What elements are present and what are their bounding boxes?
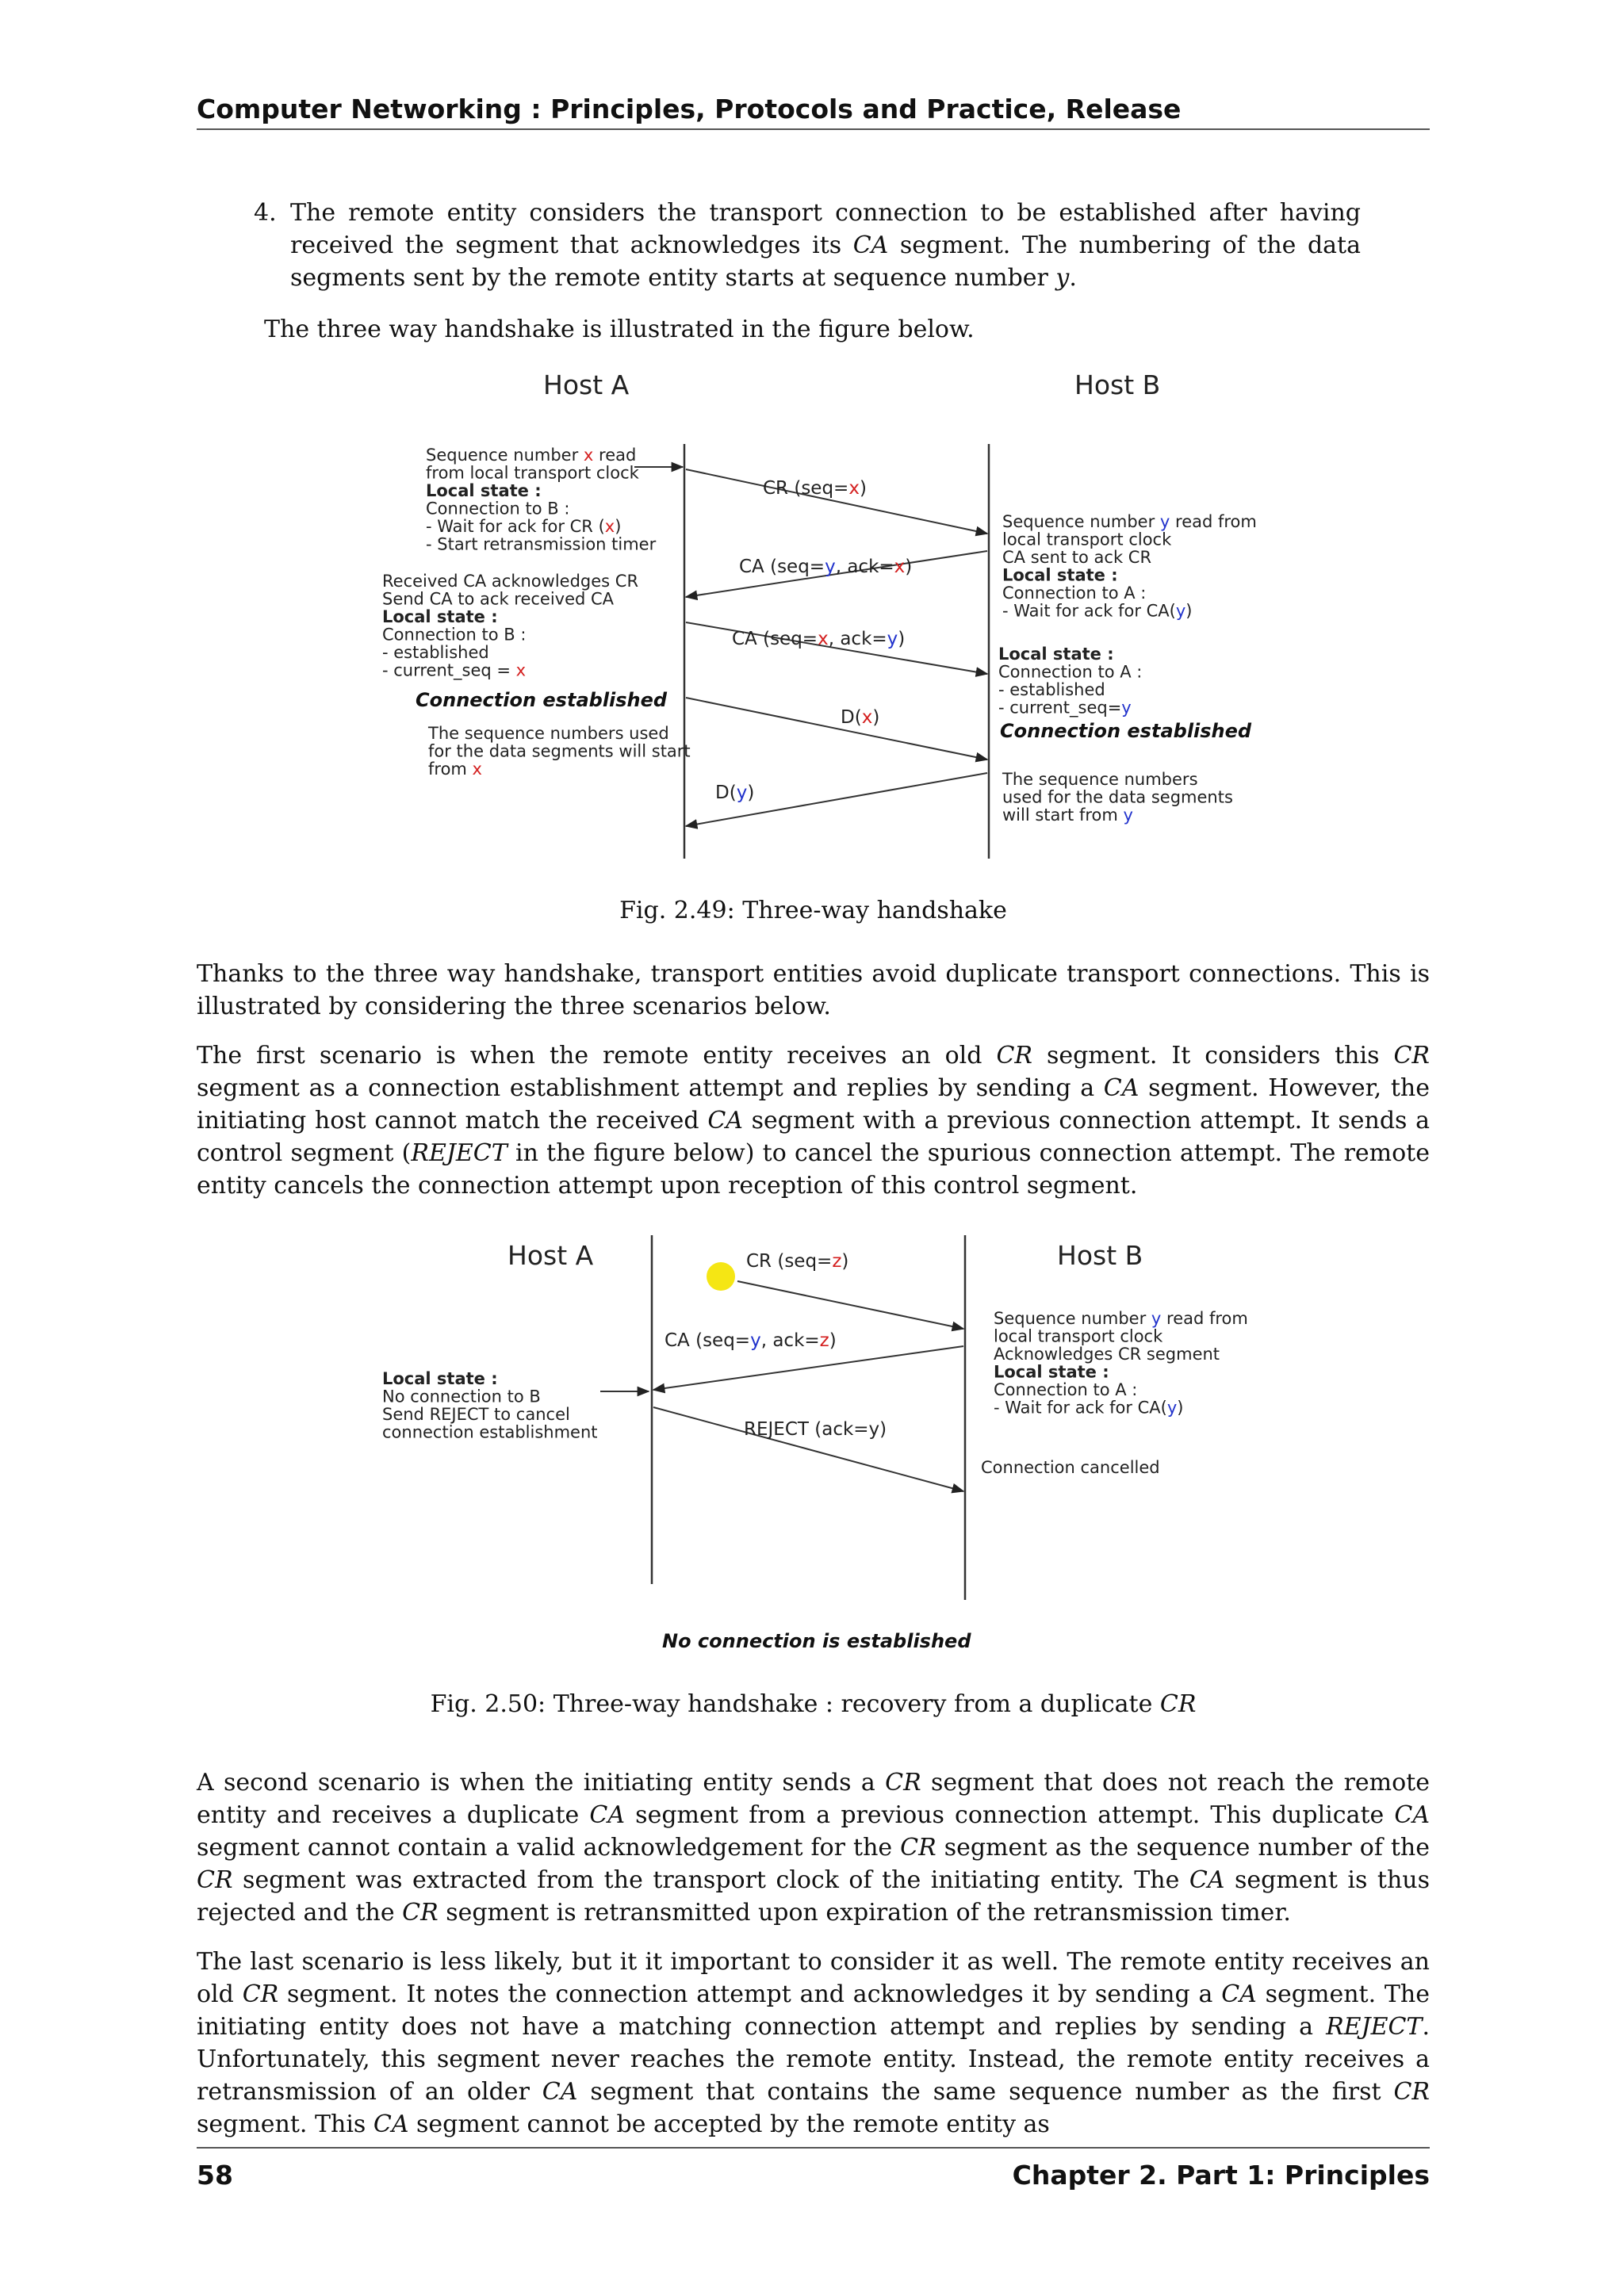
- msg-reject-label: [744, 1419, 887, 1440]
- label-run: , ack=: [835, 557, 894, 577]
- connection-cancelled: Connection cancelled: [981, 1458, 1160, 1477]
- italic-term: CR: [996, 1042, 1032, 1070]
- label-run: D(: [715, 783, 737, 803]
- note-line: Local state :: [382, 607, 498, 626]
- italic-term: CA: [373, 2110, 409, 2138]
- italic-term: REJECT: [411, 1139, 508, 1167]
- host-a-note-3: [427, 724, 691, 779]
- arrow-dx: [686, 698, 987, 760]
- note-line: - Wait for ack for CA(y): [1002, 601, 1193, 621]
- msg-ca2-label: [732, 629, 905, 649]
- note-line: Connection to B :: [382, 625, 527, 645]
- label-run: y: [887, 629, 898, 649]
- note-line: Connection to A :: [998, 662, 1143, 682]
- paragraph-1: Thanks to the three way handshake, transport entities avoid duplicate transport connections. This is illustrated by considering the three scenarios below.: [197, 960, 1430, 1020]
- italic-term: CR: [885, 1769, 921, 1797]
- label-run: z: [819, 1330, 829, 1351]
- host-b-label: Host B: [1074, 369, 1161, 400]
- label-run: y: [750, 1330, 761, 1351]
- note-line: Connection to A :: [1002, 584, 1147, 603]
- italic-term: CR: [1159, 1690, 1197, 1718]
- host-b-note: [994, 1309, 1248, 1418]
- running-footer: [197, 2147, 1430, 2191]
- host-b-note-1: [1002, 512, 1257, 621]
- italic-term: y: [1055, 264, 1070, 292]
- label-run: ): [829, 1330, 837, 1351]
- label-run: CA (seq=: [665, 1330, 751, 1351]
- note-line: - current_seq = x: [382, 660, 527, 680]
- label-run: D(: [841, 707, 862, 728]
- label-run: y: [736, 783, 748, 803]
- label-run: x: [861, 707, 873, 728]
- label-run: ): [859, 478, 867, 499]
- italic-term: CR: [402, 1899, 439, 1927]
- italic-term: CR: [900, 1834, 936, 1862]
- label-run: CR (seq=: [746, 1251, 833, 1272]
- note-line: - established: [998, 680, 1105, 699]
- italic-term: CR: [1393, 1042, 1430, 1070]
- note-line: from local transport clock: [426, 463, 639, 483]
- label-run: REJECT (ack=y): [744, 1419, 887, 1440]
- italic-term: REJECT: [1326, 2013, 1423, 2041]
- arrow-cr: [737, 1281, 963, 1329]
- paragraph-2: The first scenario is when the remote entity receives an old CR segment. It considers this CR segment as a connection establishment attempt and replies by sending a CA segment. However, the initiating host cannot match the received CA segment with a previous connection attempt. It sends a control segment (REJECT in the figure below) to cancel the spurious connection attempt. The remote entity cancels the connection attempt upon reception of this control segment.: [197, 1042, 1430, 1200]
- host-a-label: Host A: [508, 1240, 594, 1271]
- paragraph-3: A second scenario is when the initiating entity sends a CR segment that does not reach the remote entity and receives a duplicate CA segment from a previous connection attempt. This duplicate CA segment cannot contain a valid acknowledgement for the CR segment as the sequence number of the CR segment was extracted from the transport clock of the initiating entity. The CA segment is thus rejected and the CR segment is retransmitted upon expiration of the retransmission timer.: [197, 1769, 1431, 1927]
- note-line: Local state :: [998, 645, 1114, 664]
- note-line: Sequence number y read from: [1002, 512, 1257, 531]
- label-run: CR (seq=: [763, 478, 849, 499]
- italic-term: CA: [707, 1107, 743, 1135]
- figure-three-way-handshake: [365, 361, 1277, 868]
- note-line: Acknowledges CR segment: [994, 1345, 1220, 1364]
- note-line: CA sent to ack CR: [1002, 548, 1152, 567]
- note-line: connection establishment: [382, 1422, 598, 1442]
- host-a-label: Host A: [543, 369, 630, 400]
- note-line: local transport clock: [994, 1326, 1163, 1346]
- paragraph-4: The last scenario is less likely, but it it important to consider it as well. The remote entity receives an old CR segment. It notes the connection attempt and acknowledges it by sending a CA segment. The initiating entity does not have a matching connection attempt and replies by sending a REJECT. Unfortunately, this segment never reaches the remote entity. Instead, the remote entity receives a retransmission of an older CA segment that contains the same sequence number as the first CR segment. This CA segment cannot be accepted by the remote entity as: [197, 1948, 1431, 2138]
- italic-term: CA: [1221, 1980, 1257, 2008]
- note-line: will start from y: [1002, 806, 1133, 825]
- label-run: ): [747, 783, 755, 803]
- arrow-ca: [653, 1346, 963, 1390]
- label-run: ): [898, 629, 906, 649]
- note-line: - current_seq=y: [998, 698, 1132, 718]
- note-line: Local state :: [382, 1369, 498, 1388]
- label-run: x: [894, 557, 906, 577]
- note-line: - Wait for ack for CA(y): [994, 1398, 1184, 1418]
- msg-cr-label: [763, 478, 867, 499]
- list-item-text: The remote entity considers the transport connection to be established after having received the segment that acknowledges its CA segment. The numbering of the data segments sent by the remote entity starts at sequence number y.: [290, 199, 1361, 292]
- msg-ca-label: [665, 1330, 837, 1351]
- host-b-label: Host B: [1057, 1240, 1143, 1271]
- note-line: Received CA acknowledges CR: [382, 572, 639, 591]
- italic-term: CR: [1393, 2078, 1430, 2106]
- label-run: z: [832, 1251, 842, 1272]
- figure-caption-250: Fig. 2.50: Three-way handshake : recovery from a duplicate CR: [430, 1690, 1197, 1718]
- chapter-title: Chapter 2. Part 1: Principles: [1012, 2160, 1430, 2191]
- italic-term: CA: [852, 232, 889, 259]
- host-b-note-2: [998, 645, 1142, 718]
- note-line: from x: [428, 760, 482, 779]
- label-run: x: [818, 629, 829, 649]
- italic-term: CR: [197, 1866, 233, 1894]
- note-line: No connection to B: [382, 1387, 541, 1406]
- msg-dy-label: [715, 783, 754, 803]
- label-run: ): [872, 707, 880, 728]
- figure-duplicate-cr: [365, 1227, 1277, 1663]
- host-a-note-1: [426, 446, 657, 554]
- host-a-note: [382, 1369, 598, 1442]
- host-b-established: Connection established: [1000, 720, 1252, 742]
- note-line: The sequence numbers used: [428, 724, 669, 743]
- note-line: Connection to B :: [426, 499, 570, 519]
- label-run: ): [841, 1251, 849, 1272]
- note-line: Sequence number y read from: [994, 1309, 1248, 1328]
- label-run: , ack=: [760, 1330, 820, 1351]
- note-line: - Start retransmission timer: [426, 534, 657, 554]
- italic-term: CA: [1189, 1866, 1225, 1894]
- label-run: , ack=: [828, 629, 887, 649]
- running-header: Computer Networking : Principles, Protocols and Practice, Release: [197, 94, 1430, 130]
- duplicate-marker: [707, 1262, 735, 1291]
- note-line: Sequence number x read: [426, 446, 637, 465]
- msg-ca-label: [739, 557, 912, 577]
- host-b-note-3: [1002, 770, 1233, 825]
- note-line: The sequence numbers: [1002, 770, 1198, 789]
- note-line: Send REJECT to cancel: [382, 1405, 570, 1424]
- italic-term: CR: [242, 1980, 279, 2008]
- italic-term: CA: [1394, 1801, 1431, 1829]
- note-line: for the data segments will start: [428, 741, 691, 761]
- label-run: CA (seq=: [732, 629, 818, 649]
- host-a-note-2: [382, 572, 638, 681]
- list-item-4: [254, 197, 1361, 294]
- note-line: Local state :: [994, 1362, 1109, 1382]
- figure-caption-249: Fig. 2.49: Three-way handshake: [619, 897, 1007, 924]
- host-a-established: Connection established: [416, 689, 668, 711]
- note-line: Connection to A :: [994, 1380, 1138, 1399]
- italic-term: CA: [589, 1801, 626, 1829]
- label-run: x: [848, 478, 860, 499]
- italic-term: CA: [542, 2078, 578, 2106]
- msg-cr-label: [746, 1251, 848, 1272]
- note-line: Send CA to ack received CA: [382, 589, 615, 609]
- no-connection-label: No connection is established: [662, 1630, 971, 1652]
- note-line: used for the data segments: [1002, 787, 1233, 807]
- note-line: - established: [382, 643, 489, 662]
- page-number: 58: [197, 2160, 233, 2191]
- label-run: CA (seq=: [739, 557, 825, 577]
- note-line: local transport clock: [1002, 530, 1172, 549]
- note-line: Local state :: [1002, 565, 1118, 585]
- msg-dx-label: [841, 707, 879, 728]
- list-number: 4.: [254, 199, 277, 227]
- note-line: Local state :: [426, 481, 542, 500]
- note-line: - Wait for ack for CR (x): [426, 517, 622, 536]
- intro-sentence: The three way handshake is illustrated in the figure below.: [264, 316, 975, 343]
- label-run: ): [905, 557, 913, 577]
- label-run: y: [825, 557, 836, 577]
- italic-term: CA: [1103, 1074, 1139, 1102]
